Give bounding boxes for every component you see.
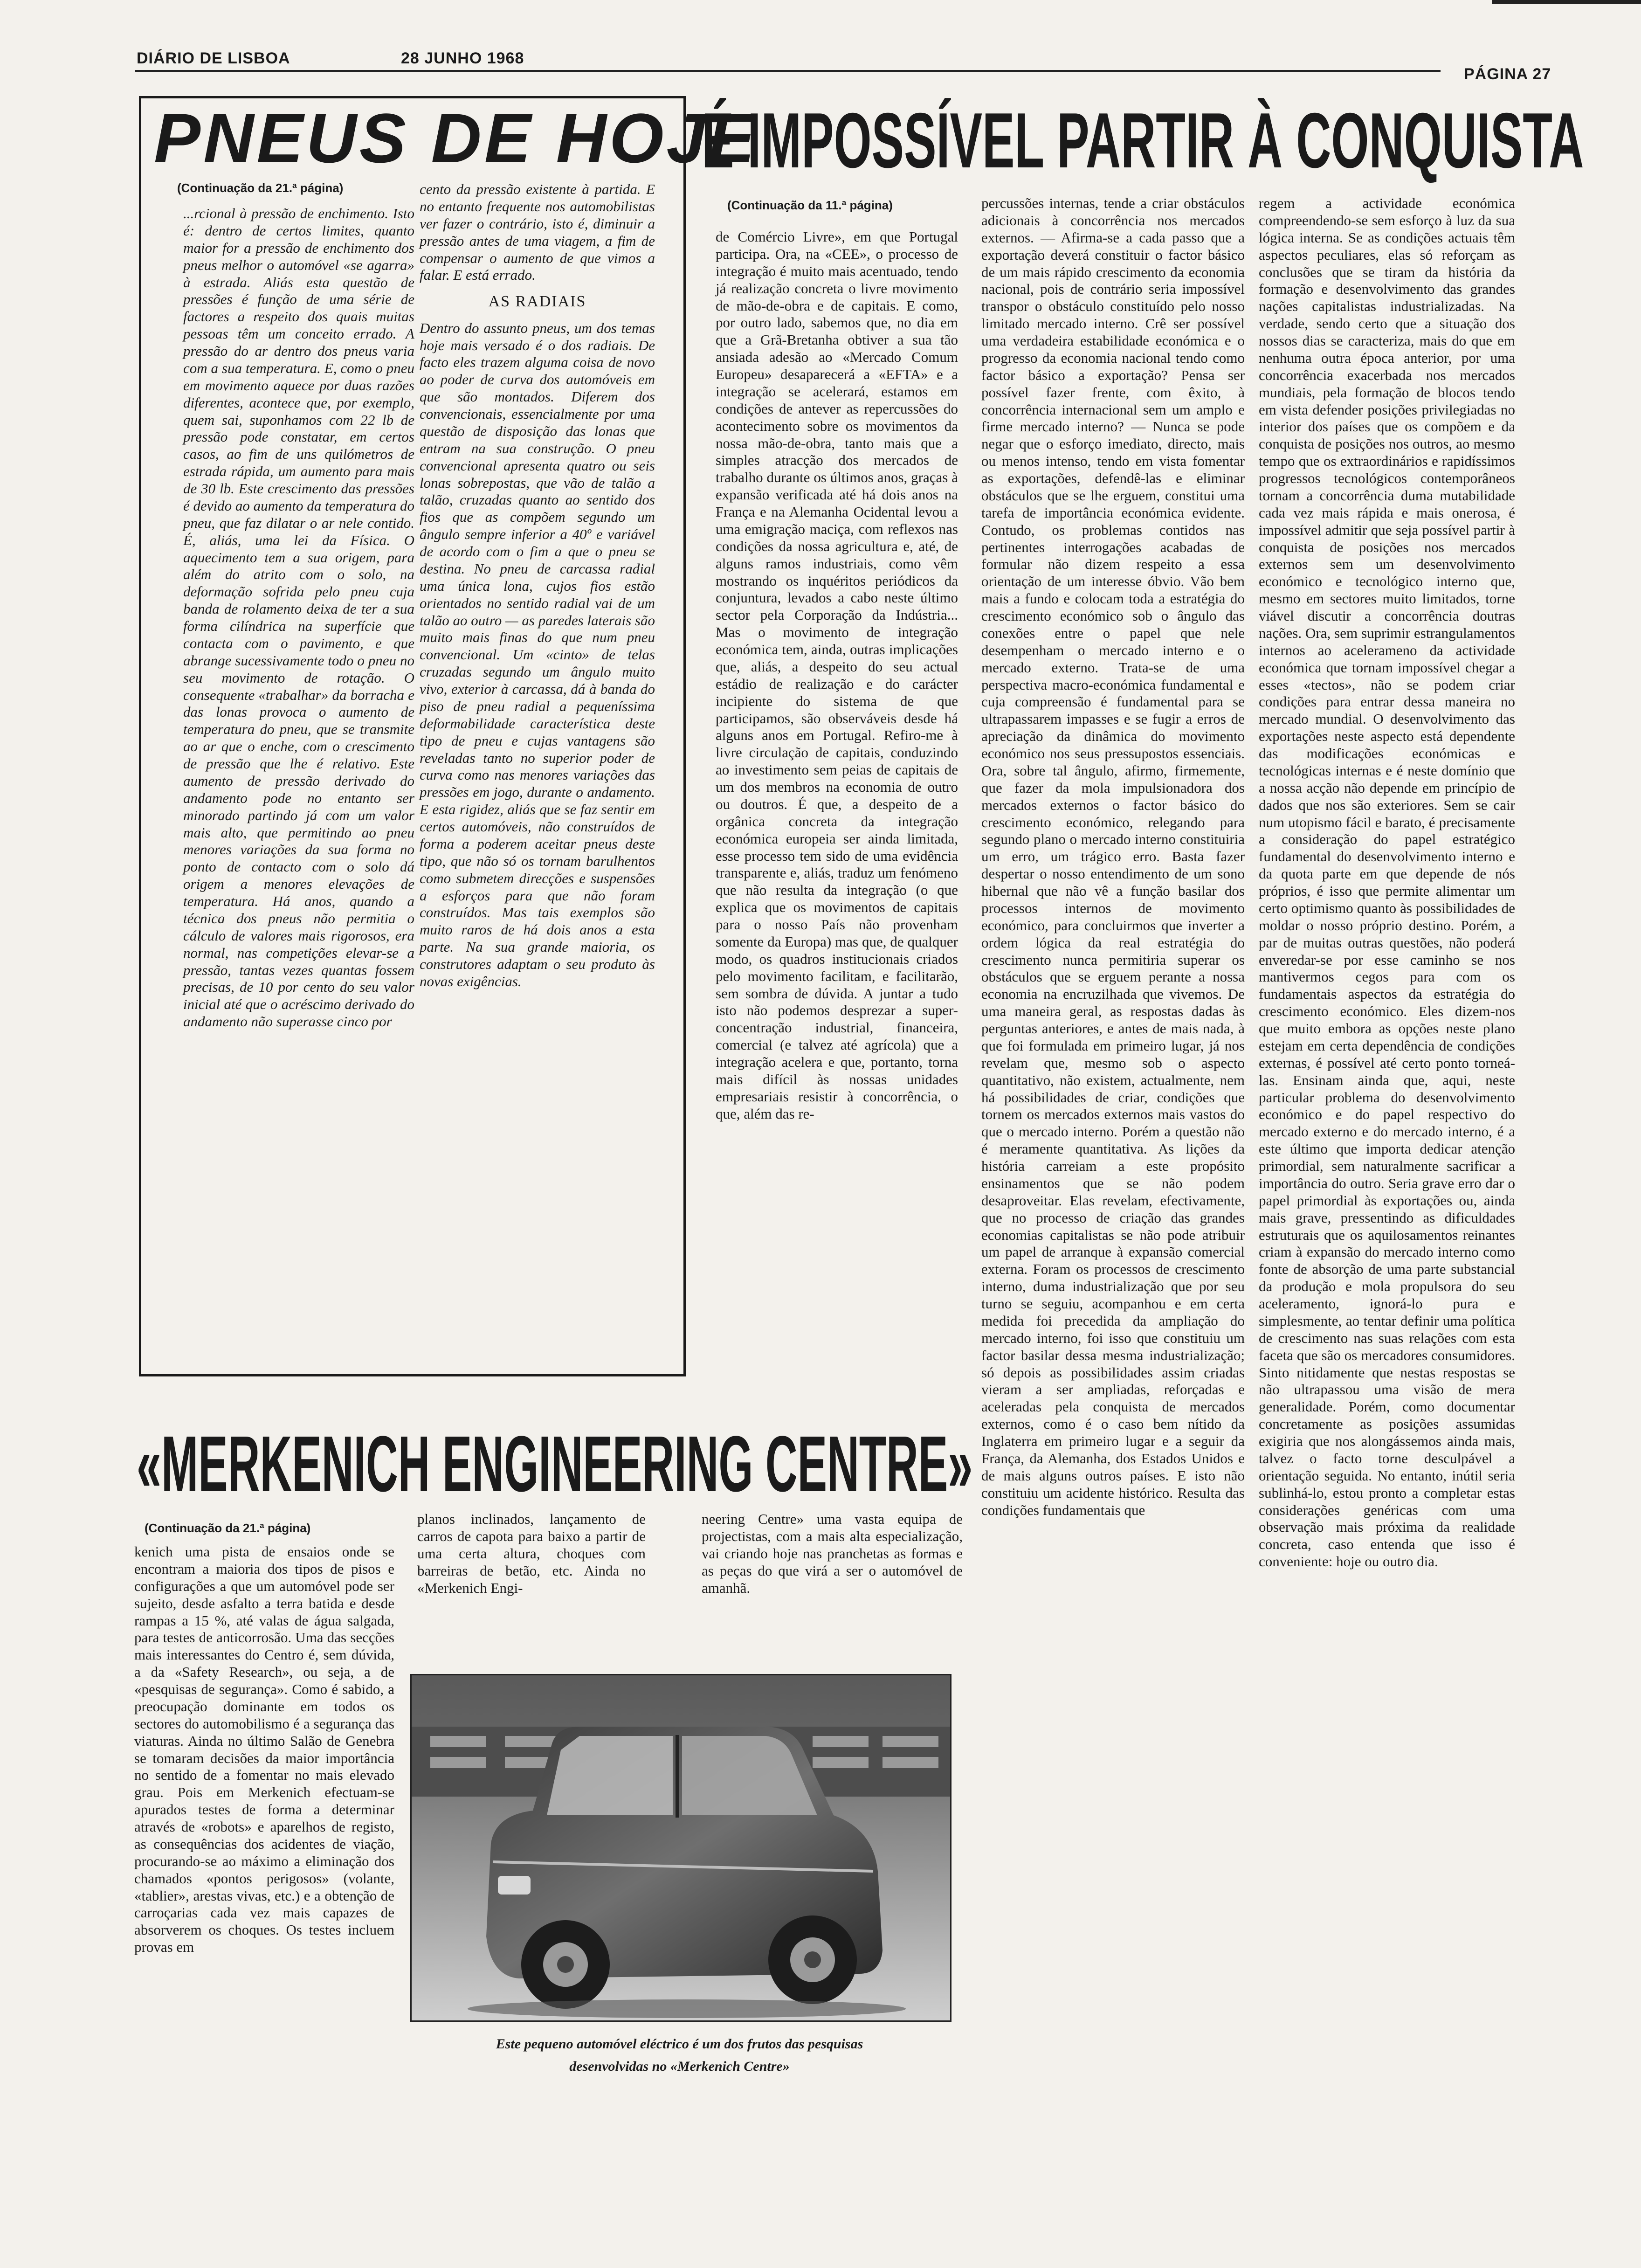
page-edge-rule (1492, 0, 1641, 4)
page-number: PÁGINA 27 (1464, 65, 1551, 83)
pneus-column-1 (183, 205, 414, 1364)
pneus-column-1-text: ...rcional à pressão de enchimento. Isto é: dentro de certos limites, quanto maior for a pressão de enchimento dos pneus melhor o automóvel «se agarra» à estrada. Aliás esta questão de pressões é função de uma série de factores a respeito dos quais muitas pessoas têm um conceito errado. A pressão do ar dentro dos pneus varia com a sua temperatura. E, como o pneu em movimento aquece por duas razões diferentes, acontece que, por exemplo, quem sai, suponhamos com 22 lb de pressão pode constatar, em certos casos, ao fim de uns quilómetros de estrada rápida, um aumento para mais de 30 lb. Este crescimento das pressões é devido ao aumento da temperatura do pneu, que faz dilatar o ar nele contido. É, aliás, uma lei da Física. O aquecimento tem a sua origem, para além do atrito com o solo, na deformação sofrida pelo pneu cuja banda de rolamento deixa de ter a sua forma cilíndrica na superfície que contacta com o pavimento, e que abrange sucessivamente todo o pneu no seu movimento de rotação. O consequente «trabalhar» da borracha e das lonas provoca o aumento de temperatura do pneu, que se transmite ao ar que o enche, com o crescimento de pressão que lhe é relativo. Este aumento de pressão derivado do andamento pode no entanto ser minorado partindo já com um valor mais alto, que permitindo ao pneu menores variações da sua forma no ponto de contacto com o solo dá origem a menores elevações de temperatura. Há anos, quando a técnica dos pneus não permitia o cálculo de valores mais rigorosos, era normal, nas competições elevar-se a pressão, tantas vezes quantas fossem precisas, de 10 por cento do seu valor inicial até que o acréscimo derivado do andamento não superasse cinco por (183, 205, 414, 1030)
merkenich-column-2-text: planos inclinados, lançamento de carros de capota para baixo a partir de uma certa altura, choques com barreiras de betão, etc. Ainda no «Merkenich Engi- (417, 1511, 646, 1596)
pneus-continuation: (Continuação da 21.ª página) (177, 181, 344, 195)
merkenich-column-1 (134, 1543, 394, 2094)
conquista-column-3 (1259, 195, 1515, 2093)
pneus-headline: PNEUS DE HOJE (154, 99, 758, 177)
newspaper-name: DIÁRIO DE LISBOA (137, 49, 290, 67)
merkenich-continuation: (Continuação da 21.ª página) (145, 1521, 311, 1535)
conquista-column-2-text: percussões internas, tende a criar obstáculos adicionais à concorrência nos mercados externos. — Afirma-se a cada passo que a exportação deverá constituir o factor básico de um mais rápido crescimento da economia nacional, pois de contrário seria impossível transpor o obstáculo constituído pelo nosso limitado mercado interno. Crê ser possível uma verdadeira estabilidade económica e o progresso da economia nacional tendo como factor básico a exportação? Pensa ser possível fazer frente, com êxito, à concorrência internacional sem um amplo e firme mercado interno? — Nunca se pode negar que o esforço imediato, directo, mais ou menos intenso, tendo em vista fomentar as exportações, defendê-las e eliminar obstáculos que se lhe erguem, constitui uma tarefa de importância económica evidente. Contudo, os problemas contidos nas pertinentes interrogações acabadas de formular não dizem respeito a essa orientação de um interesse óbvio. Vão bem mais a fundo e colocam toda a estratégia do crescimento económico sob o ângulo das conexões entre o papel que nele desempenham o mercado interno e o mercado externo. Trata-se de uma perspectiva macro-económica fundamental e cuja compreensão é fundamental para se ultrapassarem impasses e se fugir a erros de apreciação da dinâmica do movimento económico nos seus pressupostos essenciais. Ora, sobre tal ângulo, afirmo, firmemente, que fazer da mola impulsionadora dos mercados externos o factor básico do crescimento económico, relegando para segundo plano o mercado interno constituiria um erro, um trágico erro. Basta fazer despertar o nosso entendimento de um sono hibernal que não vê a função basilar dos processos internos de movimento económico, para concluirmos que inverter a ordem lógica da real estratégia do crescimento nunca permitiria superar os obstáculos que se erguem perante a nossa economia na encruzilhada que vivemos. De uma maneira geral, as respostas dadas às perguntas anteriores, e antes de mais nada, à que foi formulada em primeiro lugar, já nos revelam que, mesmo sob o aspecto quantitativo, não existem, actualmente, nem há possibilidades de criar, condições que tornem os mercados externos mais vastos do que o mercado interno. Porém a questão não é meramente quantitativa. As lições da história carreiam a este propósito ensinamentos que se não podem desaproveitar. Elas revelam, efectivamente, que no processo de criação das grandes economias capitalistas se não pode atribuir um papel de arranque à expansão comercial externa. Foram os processos de crescimento interno, duma industrialização que por seu turno se seguiu, acompanhou e em certa medida foi precedida da ampliação do mercado interno, foi isso que constituiu um factor basilar dessa mesma industrialização; só depois as possibilidades assim criadas vieram a ser ampliadas, reforçadas e aceleradas pela conquista de mercados externos, como é o caso bem nítido da Inglaterra em primeiro lugar e a seguir da França, da Alemanha, dos Estados Unidos e de mais alguns outros países. E isto não constituiu um acidente histórico. Resulta das condições fundamentais que (981, 195, 1245, 1518)
conquista-column-3-text: regem a actividade económica compreendendo-se sem esforço à luz da sua lógica interna. Se as condições actuais têm aspectos peculiares, elas só reforçam as conclusões que se tiram da história da formação e desenvolvimento das grandes nações capitalistas industrializadas. Na verdade, sendo certo que a situação dos nossos dias se caracteriza, mais do que em nenhuma outra época anterior, por uma concorrência exacerbada nos mercados mundiais, pela formação de blocos tendo em vista defender posições privilegiadas no interior dos países que os compõem e da conquista de posições nos outros, ao mesmo tempo que os extraordinários e rapidíssimos progressos tecnológicos contemporâneos tornam a concorrência duma mutabilidade cada vez mais rápida e mais onerosa, é impossível admitir que seja possível partir à conquista de posições nos mercados externos sem um desenvolvimento económico e tecnológico interno que, mesmo em sectores muito limitados, torne viável discutir a concorrência doutras nações. Ora, sem suprimir estrangulamentos internos ao acelerameno da actividade económica que tornam impossível chegar a esses «tectos», não se podem criar condições para entrar dessa maneira no mercado mundial. O desenvolvimento das exportações neste aspecto está dependente das modificações económicas e tecnológicas internas e é neste domínio que a nossa acção não depende em princípio de dados que nos são exteriores. Sem se cair num utopismo fácil e barato, é precisamente a consideração do papel estratégico fundamental do desenvolvimento interno e da quota parte em que depende de nós próprios, é isso que permite alimentar um certo optimismo quanto às possibilidades de moldar o nosso próprio destino. Porém, a par de muitas outras questões, não poderá enveredar-se por esse caminho se nos mantivermos cegos para com os fundamentais aspectos da estratégia do crescimento económico. Eles dizem-nos que muito embora as opções neste plano estejam em certa dependência de condições externas, é possível até certo ponto torneá-las. Ensinam ainda que, aqui, neste particular problema do desenvolvimento económico e do papel respectivo do mercado externo e do mercado interno, é a este último que importa dedicar atenção primordial, sem naturalmente sacrificar a importância do outro. Seria grave erro dar o papel primordial às exportações ou, ainda mais grave, pressentindo as dificuldades estruturais que os aquilosamentos reinantes criam à expansão do mercado interno como fonte de absorção de uma parte substancial da produção e mola propulsora do seu aceleramento, ignorá-lo pura e simplesmente, ao tentar definir uma política de crescimento nas suas relações com esta faceta que são os mercadores consumidores. Sinto nitidamente que nestas respostas se não ultrapassou uma visão de mera generalidade. Porém, como documentar concretamente as posições assumidas exigiria que nos alongássemos ainda mais, talvez o facto torne desculpável a orientação seguida. No entanto, inútil seria sublinhá-lo, estou pronto a completar estas considerações genéricas com uma observação mais próxima da realidade concreta, caso entenda que isso é conveniente: hoje ou outro dia. (1259, 195, 1515, 1570)
conquista-headline: É IMPOSSÍVEL PARTIR À CONQUISTA (702, 97, 1584, 184)
car-photo-image (412, 1675, 950, 2020)
conquista-continuation: (Continuação da 11.ª página) (727, 198, 893, 212)
photo-caption (410, 2033, 949, 2078)
header-rule (135, 70, 1441, 72)
merkenich-column-2 (417, 1511, 646, 1669)
conquista-column-1 (716, 228, 958, 1361)
car-photo (410, 1674, 952, 2022)
pneus-column-2a-text: cento da pressão existente à partida. E no entanto frequente nos automobilistas ver fazer o contrário, isto é, diminuir a pressão antes de uma viagem, a fim de compensar o aumento de que vimos a falar. E está errado. (420, 181, 655, 284)
photo-caption-line-2: desenvolvidas no «Merkenich Centre» (569, 2059, 790, 2074)
photo-caption-line-1: Este pequeno automóvel eléctrico é um dos frutos das pesquisas (496, 2036, 863, 2052)
merkenich-column-1-text: kenich uma pista de ensaios onde se encontram a maioria dos tipos de pisos e configurações a que um automóvel pode ser sujeito, desde asfalto a terra batida e desde rampas a 15 %, até valas de água salgada, para testes de anticorrosão. Uma das secções mais interessantes do Centro é, sem dúvida, a da «Safety Research», ou seja, a de «pesquisas de segurança». Como é sabido, a preocupação dominante em todos os sectores do automobilismo é a segurança das viaturas. Ainda no último Salão de Genebra se tomaram decisões da maior importância no sentido de a fomentar no mais elevado grau. Pois em Merkenich efectuam-se apurados testes de forma a determinar através de «robots» e aparelhos de registo, as consequências dos acidentes de viação, procurando-se ao máximo a eliminação dos chamados «pontos perigosos» (volante, «tablier», arestas vivas, etc.) e a obtenção de carroçarias cada vez mais capazes de absorverem os choques. Os testes incluem provas em (134, 1543, 394, 1956)
conquista-column-2 (981, 195, 1245, 2093)
pneus-column-2b-text: Dentro do assunto pneus, um dos temas hoje mais versado é o dos radiais. De facto eles trazem alguma coisa de novo ao poder de curva dos automóveis em que são montados. Diferem dos convencionais, essencialmente por uma questão de disposição das lonas que entram na sua construção. O pneu convencional apresenta quatro ou seis lonas sobrepostas, que vão de talão a talão, cruzadas quanto ao sentido dos fios que as compõem segundo um ângulo sempre inferior a 40º e variável de acordo com o fim a que o pneu se destina. No pneu de carcassa radial uma única lona, cujos fios estão orientados no sentido radial vai de um talão ao outro — as paredes laterais são muito mais finas do que num pneu convencional. Um «cinto» de telas cruzadas segundo um ângulo muito vivo, exterior à carcassa, dá à banda do piso de pneu radial a pequeníssima deformabilidade característica deste tipo de pneu e cujas vantagens são reveladas tanto no superior poder de curva como nas menores variações das pressões em jogo, durante o andamento. E esta rigidez, aliás que se faz sentir em certos automóveis, não construídos de forma a poderem aceitar pneus deste tipo, que não só os tornam barulhentos como submetem direcções e suspensões a esforços para que não foram construídos. Mas tais exemplos são muito raros de há dois anos a esta parte. Na sua grande maioria, os construtores adaptam o seu produto às novas exigências. (420, 319, 655, 989)
pneus-section-heading: AS RADIAIS (488, 293, 586, 311)
issue-date: 28 JUNHO 1968 (401, 49, 524, 67)
merkenich-column-3 (702, 1511, 963, 1669)
pneus-column-2 (420, 181, 655, 1363)
merkenich-column-3-text: neering Centre» uma vasta equipa de projectistas, com a mais alta especialização, vai criando hoje nas pranchetas as formas e as peças do que virá a ser o automóvel de amanhã. (702, 1511, 963, 1596)
conquista-column-1-text: de Comércio Livre», em que Portugal participa. Ora, na «CEE», o processo de integração é muito mais acentuado, tendo já realização concreta o livre movimento de mão-de-obra e de capitais. E como, por outro lado, sabemos que, no dia em que a Grã-Bretanha obtiver a sua tão ansiada adesão ao «Mercado Comum Europeu» desaparecerá a «EFTA» e a integração se acelerará, estamos em condições de antever as repercussões do acontecimento sobre os movimentos da nossa mão-de-obra, tanto mais que a simples atracção dos mercados de trabalho durante os últimos anos, graças à expansão verificada até há dois anos na França e na Alemanha Ocidental levou a uma emigração maciça, com reflexos nas condições da nossa agricultura e, até, de alguns ramos industriais, como vêm mostrando os inquéritos periódicos da conjuntura, levados a cabo neste último sector pela Corporação da Indústria... Mas o movimento de integração económica tem, ainda, outras implicações que, aliás, a despeito do seu actual estádio de realização e do carácter incipiente do sistema de que participamos, são observáveis desde há alguns anos em Portugal. Refiro-me à livre circulação de capitais, conduzindo ao investimento sem peias de capitais de um dos membros na economia de outro ou doutros. É que, a despeito de a orgânica concreta da integração económica europeia ser ainda limitada, esse processo tem sido de uma evidência transparente e, aliás, traduz um fenómeno que não resulta da integração (o que explica que os movimentos de capitais para o nosso País não provenham somente da Europa) mas que, de qualquer modo, os quadros institucionais criados pelo movimento facilitam, e facilitarão, sem sombra de dúvida. A juntar a tudo isto não podemos desprezar a super-concentração industrial, financeira, comercial (e talvez até agrícola) que a integração acelera e que, portanto, torna mais difícil às nossas unidades empresariais resistir à concorrência, o que, além das re- (716, 228, 958, 1122)
merkenich-headline: «MERKENICH ENGINEERING CENTRE» (137, 1420, 973, 1508)
